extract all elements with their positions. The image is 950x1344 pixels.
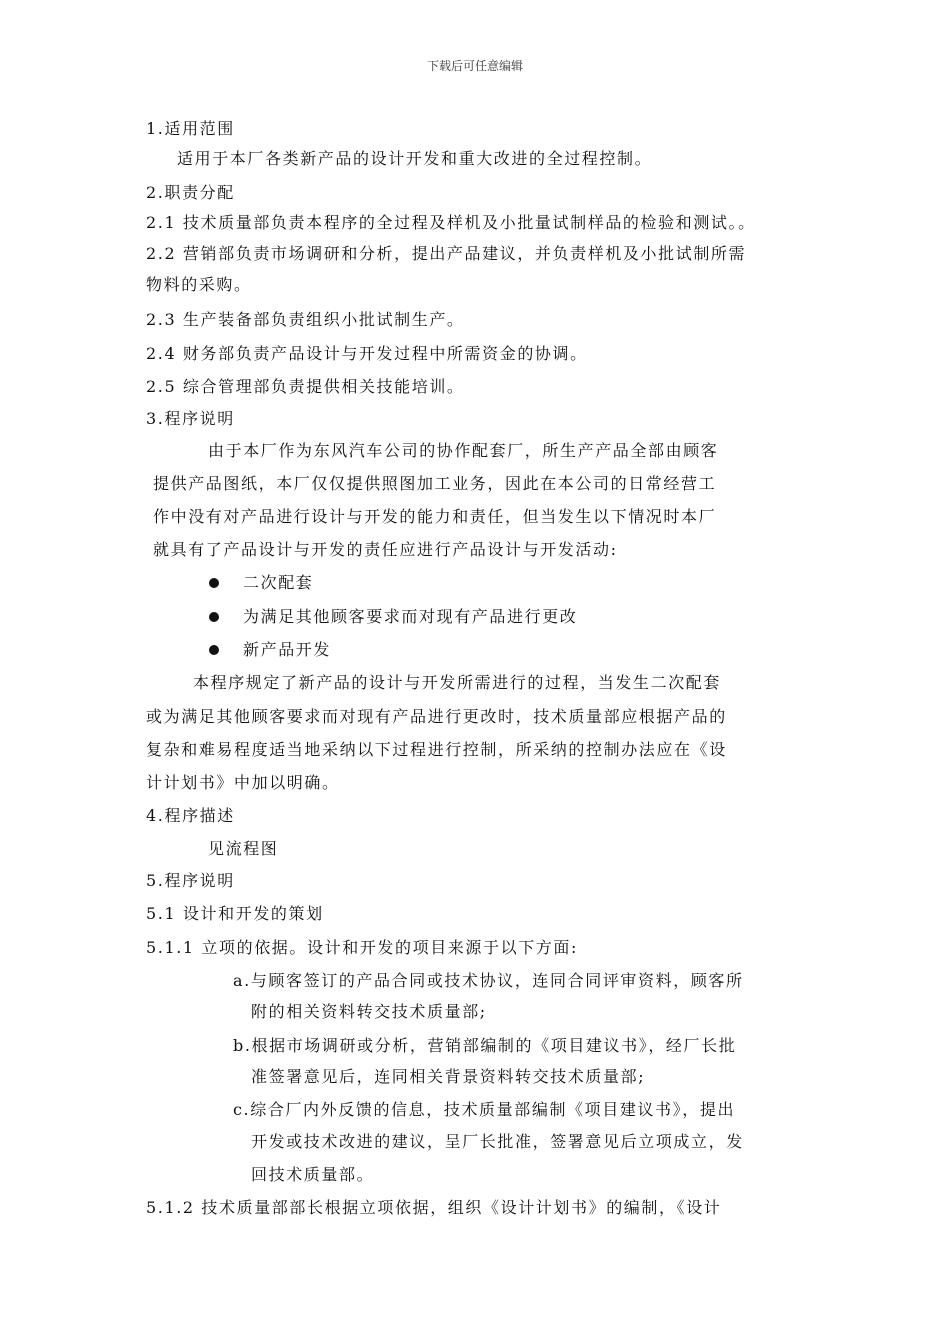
- item-2-5: 2.5 综合管理部负责提供相关技能培训。: [146, 377, 465, 396]
- section-3-para2-line4: 计计划书》中加以明确。: [146, 773, 340, 792]
- page-header: 下载后可任意编辑: [426, 59, 523, 73]
- section-3-para2-line1: 本程序规定了新产品的设计与开发所需进行的过程，当发生二次配套: [193, 673, 722, 692]
- section-3-para1-line3: 作中没有对产品进行设计与开发的能力和责任，但当发生以下情况时本厂: [153, 507, 717, 526]
- section-3-para1-line1: 由于本厂作为东风汽车公司的协作配套厂，所生产产品全部由顾客: [208, 441, 719, 460]
- section-4-text: 见流程图: [208, 839, 279, 858]
- item-a-line2: 附的相关资料转交技术质量部;: [251, 1002, 487, 1021]
- item-a-line1: a.与顾客签订的产品合同或技术协议，连同合同评审资料，顾客所: [233, 971, 744, 990]
- bullet-icon: [209, 612, 219, 622]
- section-5-1-1: 5.1.1 立项的依据。设计和开发的项目来源于以下方面:: [146, 938, 578, 957]
- item-c-line3: 回技术质量部。: [251, 1165, 375, 1184]
- section-4-heading: 4.程序描述: [146, 806, 235, 825]
- section-3-para1-line4: 就具有了产品设计与开发的责任应进行产品设计与开发活动:: [153, 540, 618, 559]
- bullet-item-1: 二次配套: [243, 573, 314, 592]
- bullet-icon: [209, 645, 219, 655]
- item-c-line1: c.综合厂内外反馈的信息，技术质量部编制《项目建议书》，提出: [233, 1100, 736, 1119]
- section-5-1-2: 5.1.2 技术质量部部长根据立项依据，组织《设计计划书》的编制，《设计: [146, 1198, 722, 1217]
- section-1-text: 适用于本厂各类新产品的设计开发和重大改进的全过程控制。: [177, 149, 653, 168]
- section-2-heading: 2.职责分配: [146, 183, 235, 202]
- item-2-2: 2.2 营销部负责市场调研和分析，提出产品建议，并负责样机及小批试制所需: [146, 244, 747, 263]
- item-b-line1: b.根据市场调研或分析，营销部编制的《项目建议书》，经厂长批: [233, 1036, 737, 1055]
- bullet-item-3: 新产品开发: [243, 640, 332, 659]
- item-2-4: 2.4 财务部负责产品设计与开发过程中所需资金的协调。: [146, 344, 588, 363]
- section-3-para2-line2: 或为满足其他顾客要求而对现有产品进行更改时，技术质量部应根据产品的: [146, 707, 727, 726]
- section-5-heading: 5.程序说明: [146, 871, 235, 890]
- item-c-line2: 开发或技术改进的建议，呈厂长批准，签署意见后立项成立，发: [251, 1132, 744, 1151]
- section-5-1-heading: 5.1 设计和开发的策划: [146, 904, 324, 923]
- section-3-para1-line2: 提供产品图纸，本厂仅仅提供照图加工业务，因此在本公司的日常经营工: [153, 474, 717, 493]
- item-2-3: 2.3 生产装备部负责组织小批试制生产。: [146, 310, 465, 329]
- item-2-2-cont: 物料的采购。: [146, 275, 252, 294]
- item-b-line2: 准签署意见后，连同相关背景资料转交技术质量部;: [251, 1067, 646, 1086]
- section-1-heading: 1.适用范围: [146, 119, 235, 138]
- item-2-1: 2.1 技术质量部负责本程序的全过程及样机及小批量试制样品的检验和测试。。: [146, 213, 756, 232]
- bullet-icon: [209, 578, 219, 588]
- section-3-para2-line3: 复杂和难易程度适当地采纳以下过程进行控制，所采纳的控制办法应在《设: [146, 740, 727, 759]
- bullet-item-2: 为满足其他顾客要求而对现有产品进行更改: [243, 607, 578, 626]
- section-3-heading: 3.程序说明: [146, 409, 235, 428]
